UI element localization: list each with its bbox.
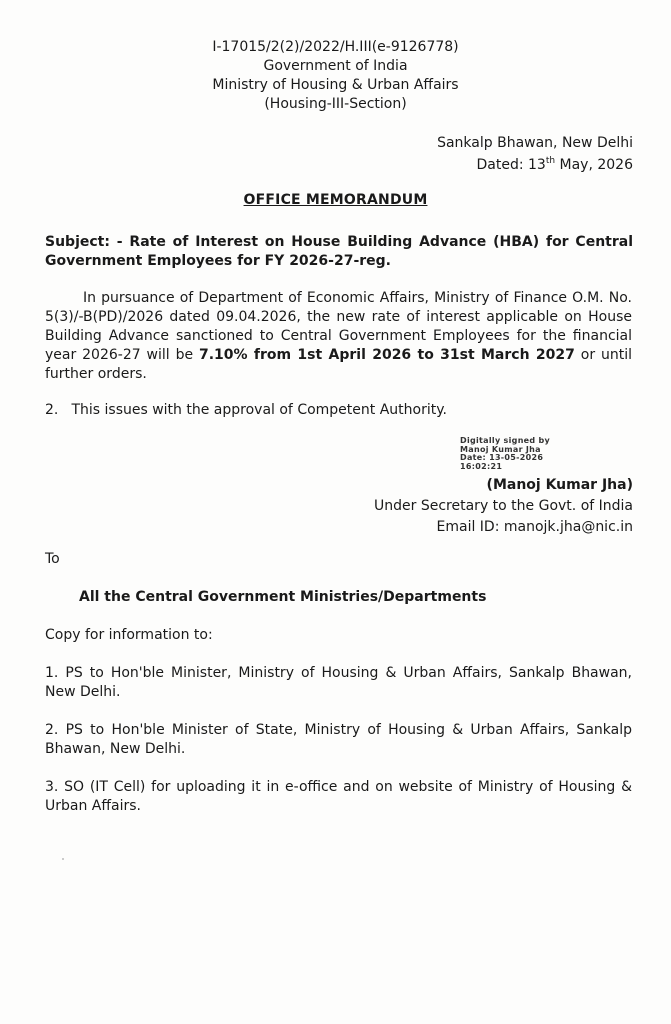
file-number: I-17015/2(2)/2022/H.III(e-9126778) <box>212 39 459 55</box>
memo-title-text: OFFICE MEMORANDUM <box>243 192 428 208</box>
memo-title <box>0 192 671 208</box>
copy-item: 2. PS to Hon'ble Minister of State, Ministry of Housing & Urban Affairs, Sankalp Bhawan, New Delhi. <box>45 722 632 757</box>
letterhead <box>0 38 671 114</box>
date-superscript: th <box>545 156 556 166</box>
copy-label: Copy for information to: <box>45 627 213 643</box>
dsig-line-2: Manoj Kumar Jha <box>460 444 541 454</box>
copy-item: 3. SO (IT Cell) for uploading it in e-office and on website of Ministry of Housing & Urban Affairs. <box>45 779 632 814</box>
signatory-block <box>374 475 633 538</box>
date-prefix: Dated: 13 <box>476 157 546 173</box>
paragraph-1-end: or until further orders. <box>45 347 632 382</box>
copy-item: 1. PS to Hon'ble Minister, Ministry of Housing & Urban Affairs, Sankalp Bhawan, New Delhi. <box>45 665 632 700</box>
paragraph-1-start: In pursuance of Department of Economic Affairs, Ministry of Finance O.M. No. 5(3)/-B(PD)/2026 dated 09.04.2026, the new rate of interest applicable on House Building Advance sanctioned to Central Government Employees for the financial year 2026-27 will be <box>45 290 632 363</box>
scan-speck <box>62 858 64 860</box>
ministry-name: Ministry of Housing & Urban Affairs <box>212 77 459 93</box>
paragraph-2-number: 2. <box>45 402 59 418</box>
dsig-line-4: 16:02:21 <box>460 461 503 471</box>
section-name: (Housing-III-Section) <box>264 96 407 112</box>
paragraph-2-text: This issues with the approval of Competent Authority. <box>71 402 447 418</box>
signatory-designation: Under Secretary to the Govt. of India <box>374 498 633 514</box>
digital-signature-stamp <box>460 437 550 471</box>
to-label: To <box>45 551 60 567</box>
subject-line: Subject: - Rate of Interest on House Building Advance (HBA) for Central Government Employees for FY 2026-27-reg. <box>45 234 633 269</box>
dsig-line-3: Date: 13-05-2026 <box>460 453 544 462</box>
addressee: All the Central Government Ministries/Departments <box>79 589 487 605</box>
signatory-email: Email ID: manojk.jha@nic.in <box>436 519 633 535</box>
place-date-block <box>437 132 633 176</box>
dsig-line-1: Digitally signed by <box>460 436 551 445</box>
signatory-name: (Manoj Kumar Jha) <box>486 477 633 493</box>
date-suffix: May, 2026 <box>555 157 633 173</box>
paragraph-1-bold: 7.10% from 1st April 2026 to 31st March 2027 <box>198 347 575 363</box>
place-location: Sankalp Bhawan, New Delhi <box>437 135 633 151</box>
paragraph-2 <box>45 401 632 420</box>
government-name: Government of India <box>263 58 408 74</box>
paragraph-1 <box>45 289 632 384</box>
date-line <box>437 154 633 176</box>
copy-list <box>45 664 632 835</box>
